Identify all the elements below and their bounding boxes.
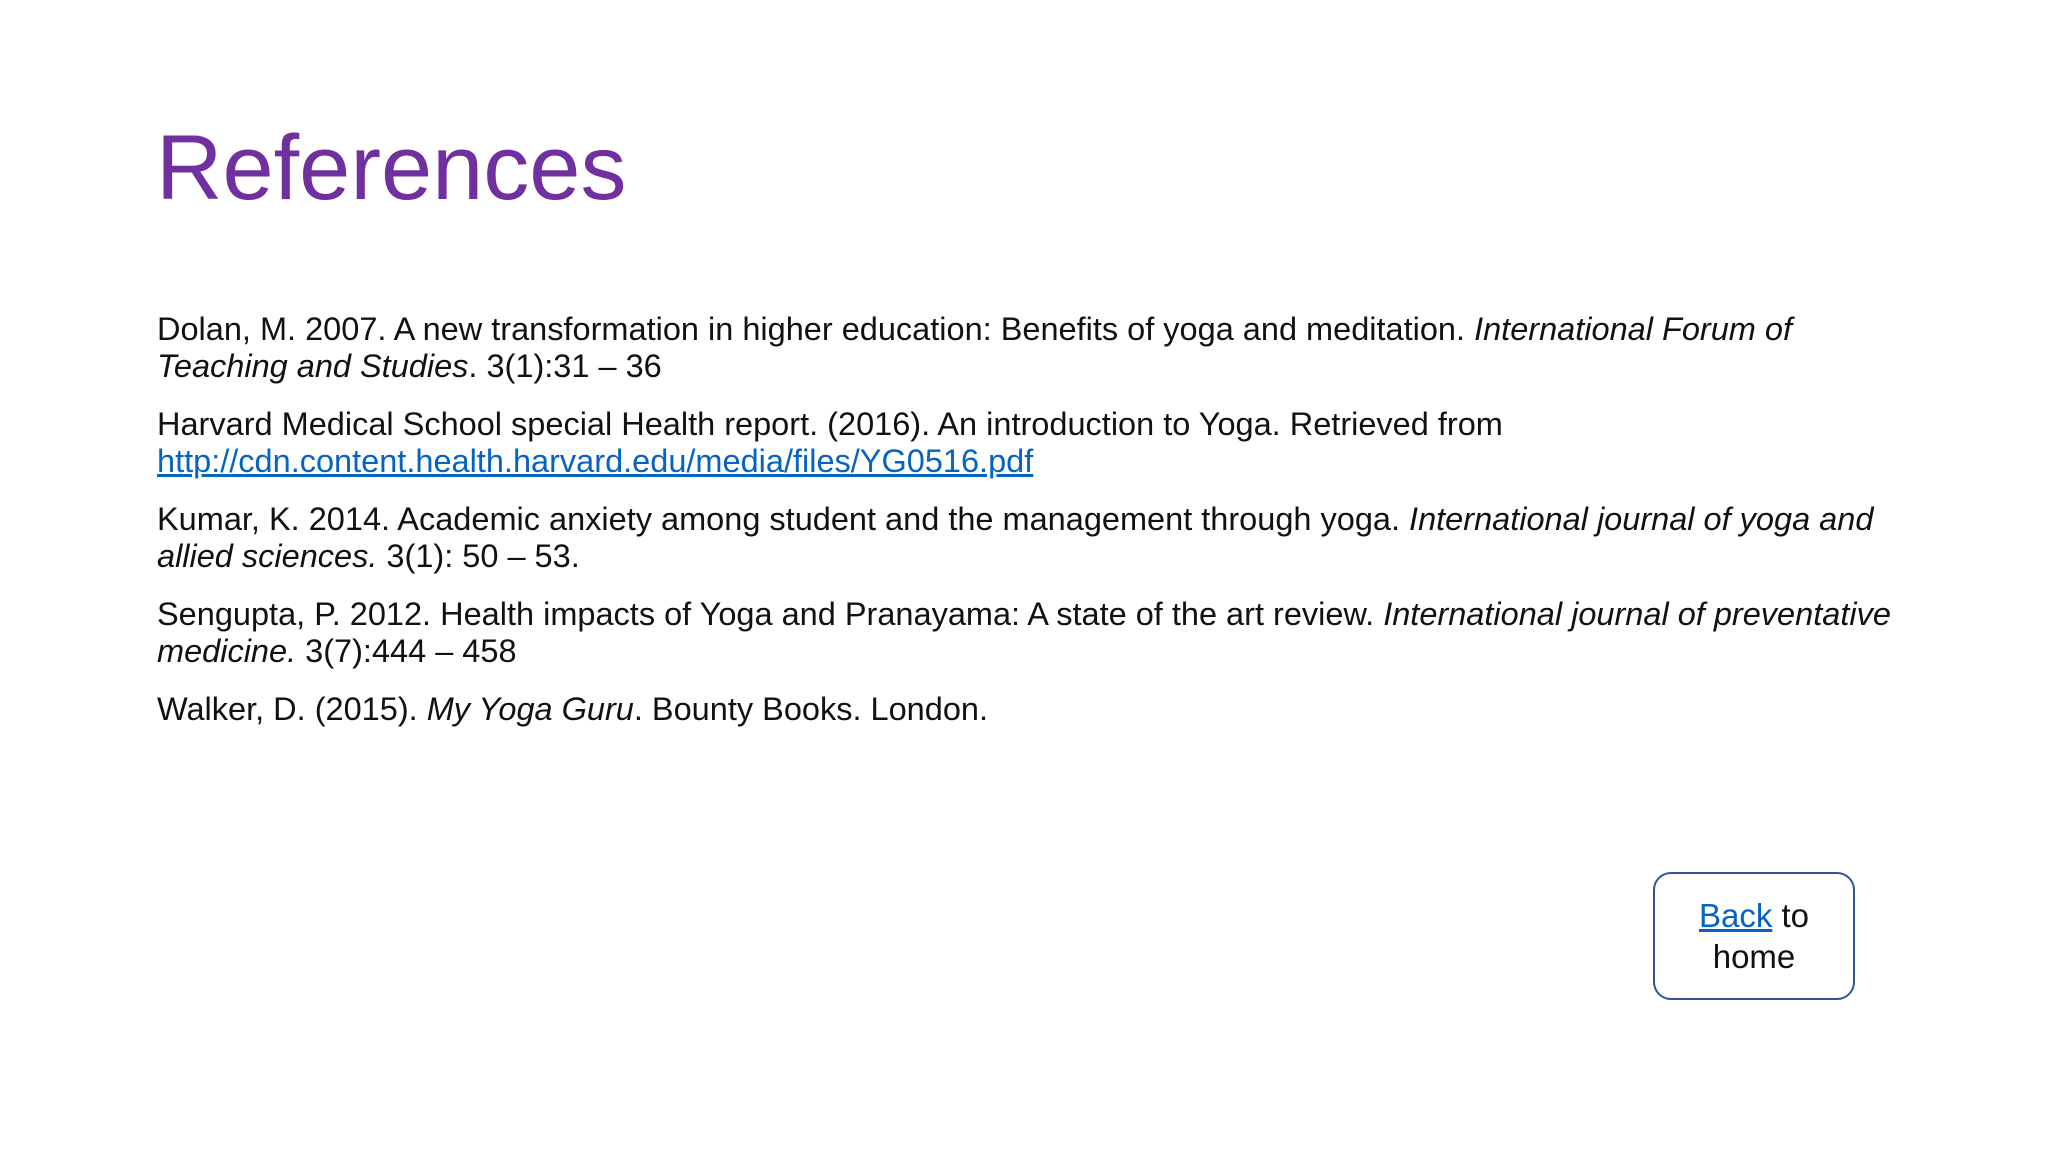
back-to-home-text: to — [1772, 897, 1810, 934]
reference-details: 3(1): 50 – 53. — [377, 537, 580, 574]
back-to-home-button[interactable] — [1653, 872, 1855, 1000]
back-link[interactable]: Back — [1698, 897, 1773, 934]
reference-text: Kumar, K. 2014. Academic anxiety among student and the management through yoga. — [157, 501, 1410, 537]
reference-item — [157, 311, 1897, 384]
reference-journal: International Forum of Teaching and Studies — [157, 311, 1793, 384]
back-to-home-line1 — [1699, 895, 1809, 936]
page-title: References — [156, 117, 627, 219]
reference-journal: International journal of yoga and allied sciences. — [157, 501, 1874, 574]
back-to-home-line2: home — [1712, 938, 1796, 975]
reference-details: . 3(1):31 – 36 — [468, 347, 662, 384]
reference-item — [157, 501, 1897, 574]
reference-details: . Bounty Books. London. — [633, 691, 989, 727]
reference-text: Harvard Medical School special Health report. (2016). An introduction to Yoga. Retrieved from — [157, 406, 1503, 442]
reference-text: Sengupta, P. 2012. Health impacts of Yoga and Pranayama: A state of the art review. — [157, 596, 1384, 632]
reference-book-title: My Yoga Guru — [426, 691, 634, 727]
reference-link[interactable]: http://cdn.content.health.harvard.edu/media/files/YG0516.pdf — [157, 442, 1034, 479]
reference-item — [157, 406, 1897, 479]
reference-journal: International journal of preventative medicine. — [157, 596, 1891, 669]
reference-details: 3(7):444 – 458 — [296, 632, 517, 669]
references-list — [157, 311, 1897, 750]
reference-item — [157, 596, 1897, 669]
reference-item — [157, 691, 1897, 728]
reference-text: Walker, D. (2015). — [157, 691, 427, 727]
reference-text: Dolan, M. 2007. A new transformation in higher education: Benefits of yoga and meditation. — [157, 311, 1475, 347]
